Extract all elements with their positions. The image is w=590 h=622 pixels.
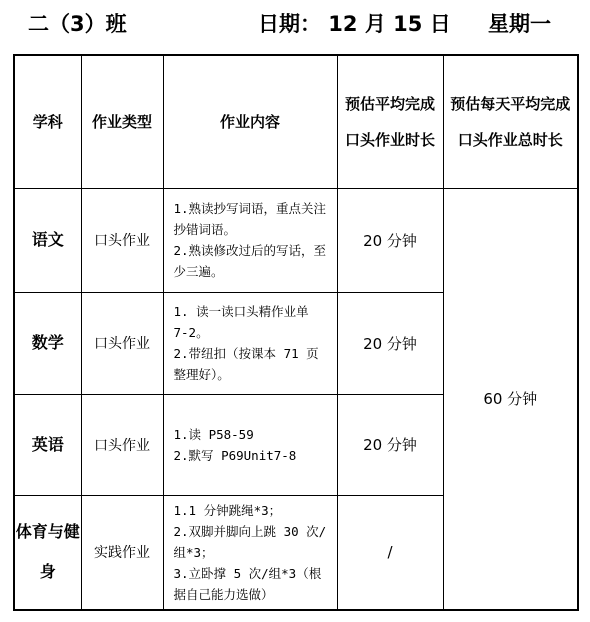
content-cell: [163, 495, 337, 610]
type-cell: 实践作业: [81, 495, 163, 610]
header: [0, 0, 590, 46]
estimate-cell: 20 分钟: [337, 394, 443, 495]
subject-cell: 英语: [14, 394, 81, 495]
subject-cell: 数学: [14, 292, 81, 394]
weekday-label: 星期一: [488, 12, 551, 36]
type-cell: 口头作业: [81, 394, 163, 495]
date-label: 日期： 12 月 15 日: [258, 12, 451, 36]
content-line: 2.带纽扣（按课本 71 页整理好）。: [173, 346, 319, 382]
content-cell: [163, 188, 337, 292]
content-line: 1.熟读抄写词语，重点关注抄错词语。: [173, 201, 327, 237]
daily-total-cell: 60 分钟: [443, 188, 578, 610]
content-line: 1.1 分钟跳绳*3；: [173, 502, 282, 518]
column-header-daily-total: 预估每天平均完成口头作业总时长: [443, 55, 578, 188]
content-line: 2.默写 P69Unit7-8: [173, 447, 297, 463]
subject-cell: 体育与健身: [14, 495, 81, 610]
content-line: 2.双脚并脚向上跳 30 次/组*3；: [173, 523, 327, 560]
column-header-type: 作业类型: [81, 55, 163, 188]
column-header-estimate: 预估平均完成口头作业时长: [337, 55, 443, 188]
content-line: 3.立卧撑 5 次/组*3（根据自己能力选做）: [173, 565, 322, 602]
content-line: 1. 读一读口头精作业单 7-2。: [173, 304, 317, 340]
subject-cell: 语文: [14, 188, 81, 292]
content-line: 1.读 P58-59: [173, 426, 254, 442]
estimate-cell: /: [337, 495, 443, 610]
column-header-content: 作业内容: [163, 55, 337, 188]
table-header-row: [14, 55, 578, 188]
content-cell: [163, 394, 337, 495]
column-header-subject: 学科: [14, 55, 81, 188]
class-name: 二（3）班: [28, 12, 127, 36]
table-row: [14, 188, 578, 292]
estimate-cell: 20 分钟: [337, 188, 443, 292]
type-cell: 口头作业: [81, 292, 163, 394]
type-cell: 口头作业: [81, 188, 163, 292]
homework-table: [13, 54, 579, 611]
content-line: 2.熟读修改过后的写话，至少三遍。: [173, 243, 327, 279]
estimate-cell: 20 分钟: [337, 292, 443, 394]
content-cell: [163, 292, 337, 394]
